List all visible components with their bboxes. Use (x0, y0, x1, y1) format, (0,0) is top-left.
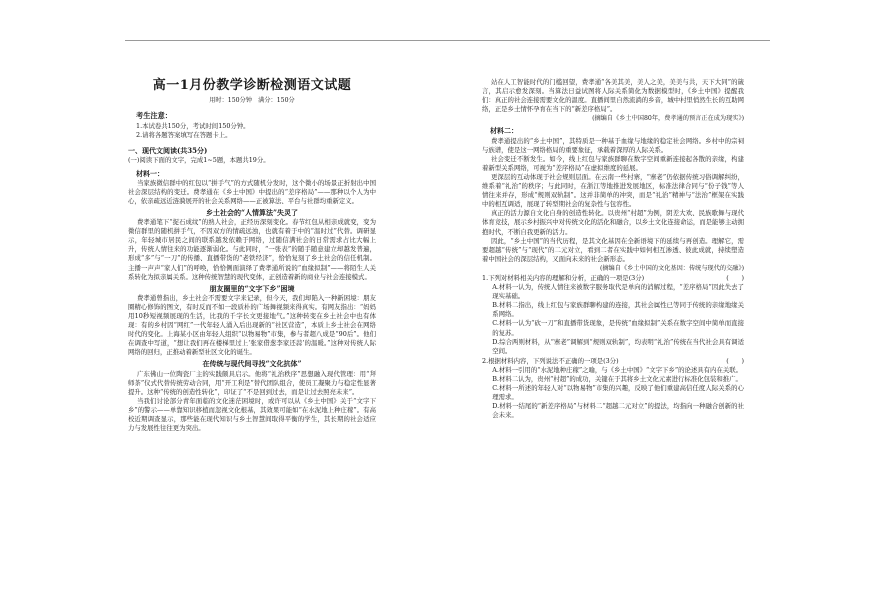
notice-item-2: 2.请将各题答案填写在答题卡上。 (136, 131, 232, 140)
m1-heading-2: 朋友圈里的“文字下乡”困境 (209, 283, 295, 293)
q2-option-a: A.材料一引用的“水泥地种庄稼”之喻，与《乡土中国》“文字下乡”的论述具有内在关联。 (492, 365, 743, 374)
notice-item-1: 1.本试卷共150分，考试时间150分钟。 (136, 122, 250, 131)
question-2-answer-slot: ( ) (726, 356, 744, 365)
m2-paragraph-5: 因此，“乡土中国”的当代历程，是其文化基因在全新语境下的延续与再创造。理解它，需要超越“传统”与“现代”的二元对立，看到二者在实践中如何相互渗透、彼此成就，持续塑造着中国社会的深层结构，又面向未来的社会新形态。 (482, 236, 744, 263)
m1-paragraph-2: 费孝通笔下“捉石成纹”的熟人社会，正经历深刻变化。春节红包从相亲成就变，变为微信群里的随机拼手气，不因双方的情疏远浊，也就有着于中的“温时过”代替。调研显示，年轻城市居民之间的联系越发依赖于网络，过随信满社会的日常需求占比大幅上升，传统人情往来的功能逐渐弱化。与此同时，“一张表”的随手随意建立却越发普遍，形成“多”与“一刀”的传播、直播带货的“老铁经济”，恰恰复刻了乡土社会的信任机制。主播一声声“家人们”的呼唤，恰恰侧面演绎了费孝通所说的“血缘拟制”——将陌生人关系转化为拟亲属关系。这种传统智慧的现代变体，正创造着新的商业与社会连接模式。 (128, 218, 376, 281)
m1-paragraph-3: 费孝通曾指出，乡土社会不需要文字来记录，但今天，我们却陷入一种新困境：朋友圈精心修饰的图文，有时反而不如一段质朴的广场舞视频来得真实。有网友指出：“妈妈用10秒短视频展现的生活，比我的千字长文更接地气。”这种转变在乡土社会中也有体现：有的乡村因“网红”一代年轻人涌入后出现新的“社区营造”，本质上乡土社会在网络时代的变化。上海某小区由年轻人组织“以物易物”市集，参与者超八成是“90后”。他们在调查中写道，“想让我们再在楼梯里过上‘张家借葱李家还蒜’的温暖。”这种对传统人际网络的回归，正推动着新型社区文化的诞生。 (128, 293, 376, 357)
section-heading: 一、现代文阅读(共35分) (128, 146, 208, 156)
question-1-stem (482, 274, 744, 283)
q2-option-d: D.材料一结尾的“新差序格局”与材料二“超越二元对立”的提法，均指向一种融合创新的社会未来。 (492, 402, 744, 420)
page-title: 高一1月份教学诊断检测语文试题 (152, 78, 352, 93)
m1-paragraph-cont: 站在人工智能时代的门槛回望，费孝通“各美其美，美人之美，美美与共，天下大同”的箴言，其启示愈发深刻。当算法日益试图将人际关系简化为数据模型时，《乡土中国》提醒我们：真正的社会连接需要文化的温度。直播间里自然流淌的乡音，城中村里悄然生长的互助网络，正是乡土情怀孕育在当下的“新差序格局”。 (482, 78, 745, 114)
q1-option-c: C.材料一认为“砍一刀”和直播带货现象，是传统“血缘拟制”关系在数字空间中简单而直接的复苏。 (492, 319, 744, 337)
material1-label: 材料一： (136, 168, 164, 178)
notice-heading: 考生注意： (136, 111, 172, 121)
m2-source: (摘编自《乡土中国的文化基因：传统与现代的交融》) (599, 264, 744, 272)
m2-paragraph-4: 真正的活力源自文化自身的创造性转化。以贵州“村超”为例，阴差大欢、民族歌舞与现代体育竞技，展示乡村振兴中对传统文化的活化和融合，以乡土文化连接命运，而是能够主动拥抱时代，不断自我更新的活力。 (482, 209, 745, 236)
m1-source: (摘编自《乡土中国80年，费孝通的预言正在成为现实》) (592, 115, 744, 123)
left-column (128, 78, 376, 433)
material2-label: 材料二： (490, 126, 518, 136)
q1-option-b: B.材料二指出，线上红包与家族群聊构建的连接，其社会属性已等同于传统的亲缘地缘关系网络。 (492, 301, 744, 319)
question-2-stem (482, 357, 744, 366)
m1-heading-3: 在传统与现代间寻找“文化抗体” (202, 359, 302, 369)
q2-option-b: B.材料二认为，贵州“村超”的成功，关键在于其将乡土文化元素进行标准化包装和推广。 (492, 375, 742, 383)
question-2-text: 2.根据材料内容，下列说法不正确的一项是(3分) (482, 356, 619, 365)
m2-paragraph-1: 费孝通提出的“乡土中国”，其特质是一种基于血缘与地缘的稳定社会网络。乡村中的宗祠与族谱，使是这一网络格局的重要象征，承载着深厚的人际关系。 (482, 136, 744, 154)
m2-paragraph-3: 更深层的互动体现于社会规则层面。在云南一些村寨，“寨老”仍依据传统习俗调解纠纷，维系着“礼治”的秩序；与此同时，在浙江等地推进发展地区，标准法律合同与“份子钱”等人情往来并存，形成“规则双轨制”。这并非简单的冲突，而是“礼治”精神与“法治”框架在实践中的相互调适，展现了转型期社会的复杂性与包容性。 (482, 172, 744, 209)
q2-option-c: C.材料一所述的年轻人对“以物易物”市集的兴趣，反映了他们重建高信任度人际关系的心理需求。 (492, 384, 744, 402)
m1-paragraph-1: 当家族微信群中的红包以“拼手气”的方式随机分发时，这个微小的场景正折射出中国社会深层结构的变迁。费孝通在《乡土中国》中提出的“差序格局”——那种以个人为中心，依亲疏远近涟漪展开的社会关系网络——正被算法、平台与社群均重新定义。 (128, 178, 376, 205)
subsection-heading: (一)阅读下面的文字，完成1~5题，本题共19分。 (128, 156, 270, 165)
q1-option-a: A.材料一认为，传统人情往来被数字服务取代是单向的消解过程，“差序格局”因此失去了现实基础。 (492, 283, 744, 301)
question-1-text: 1.下列对材料相关内容的理解和分析，正确的一项是(3分) (482, 273, 645, 282)
q1-option-d: D.综合两则材料，从“寨老”调解到“规则双轨制”，均表明“礼治”传统在当代社会具有调适空间。 (492, 337, 744, 355)
question-1-answer-slot: ( ) (726, 273, 744, 282)
m1-paragraph-5: 当我们讨论部分青年面临的文化迷茫困境时，或许可以从《乡土中国》关于“文字下乡”的警示——单靠知识移植而忽视文化根基，其效果可能如“在水泥地上种庄稼”。有高校近期调查显示，那些能在现代知识与乡土智慧间取得平衡的学生，其长期的社会适应力与发展性往往更为突出。 (128, 396, 376, 433)
m1-heading-1: 乡土社会的“人情算法”失灵了 (205, 207, 299, 217)
m2-paragraph-2: 社会变迁不断发生。如今，线上红包与家族群聊在数字空间重新连接起各散的亲缘，构建着新型关系网络，可视为“差序格局”在虚拟维度的延展。 (482, 154, 744, 172)
right-column (482, 78, 744, 420)
m1-paragraph-4: 广东佛山一位陶瓷厂主的实践颇具启示。他将“礼治秩序”思想融入现代管理：用“拜师茶”仪式代替传统劳动合同，用“开工利是”替代团队组合，使员工凝聚力与稳定性显著提升。这种“传统的创造性转化”，印证了“不是回到过去，而是让过去照亮未来”。 (128, 369, 376, 396)
exam-subtitle: 用时：150分钟 满分：150分 (209, 97, 295, 104)
top-rule (125, 40, 770, 41)
